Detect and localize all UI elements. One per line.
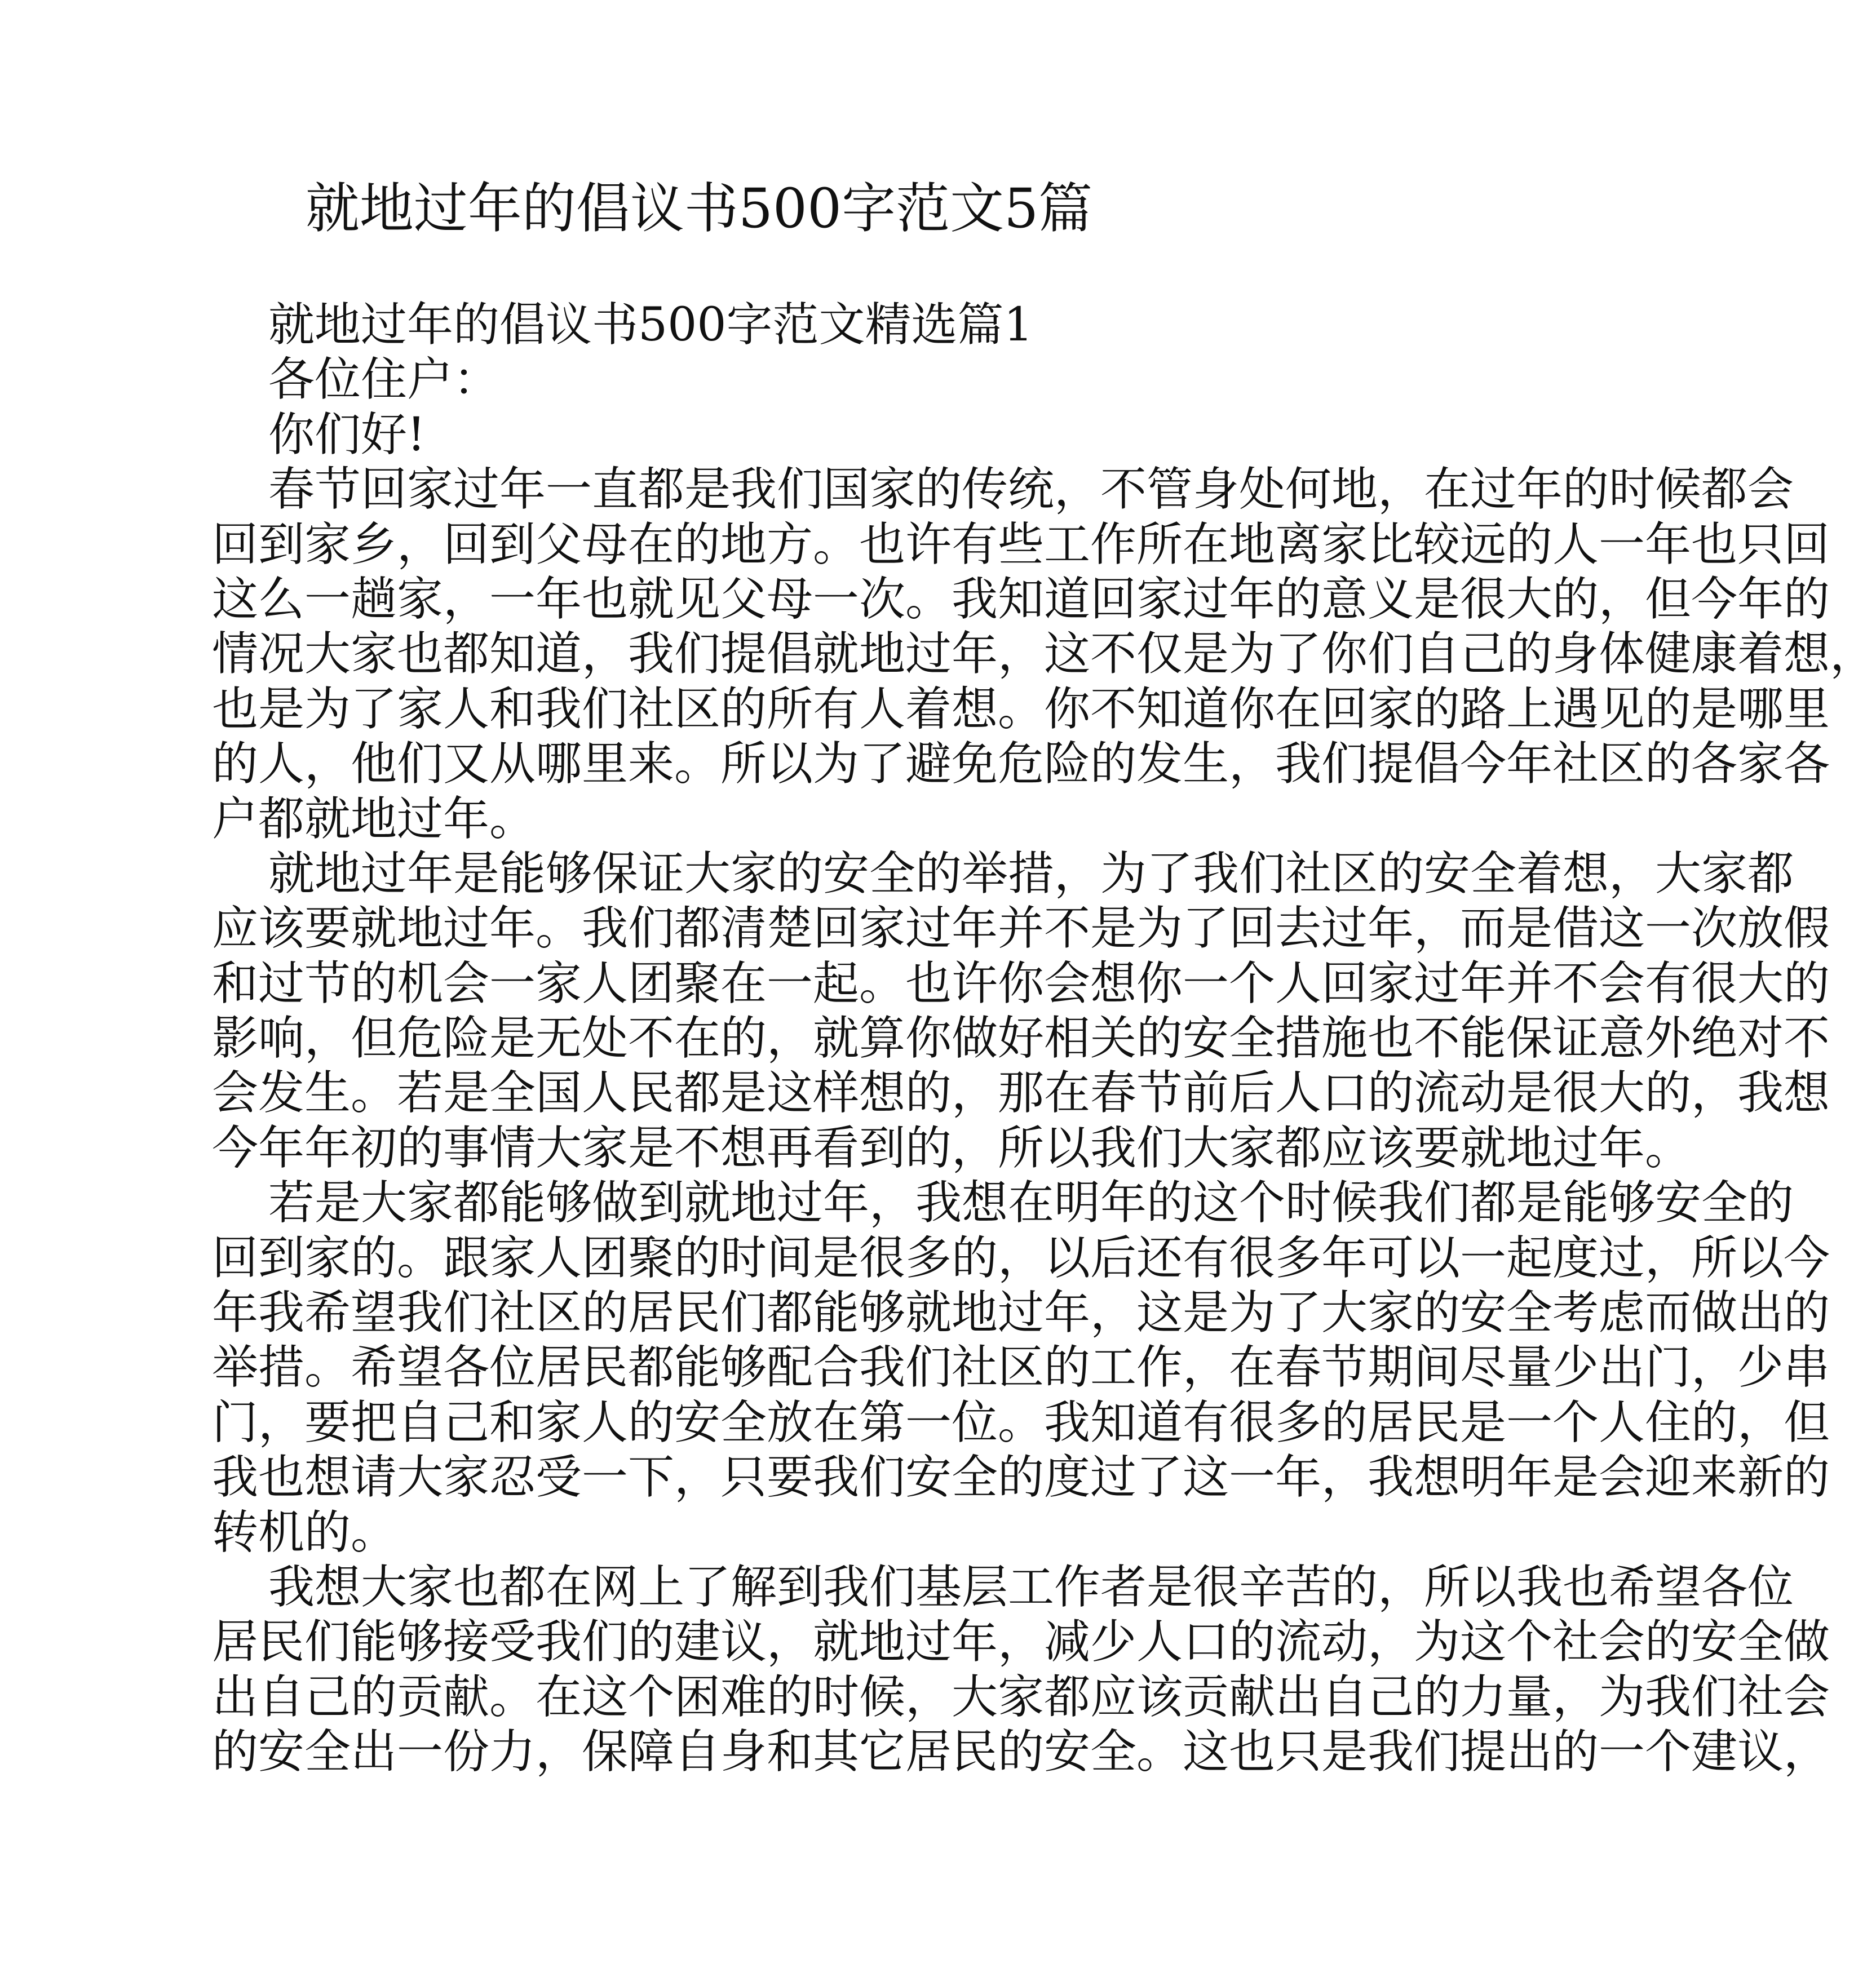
paragraph [212, 298, 1186, 352]
text-line: 就地过年的倡议书500字范文精选篇1 [268, 298, 1033, 352]
paragraph [212, 352, 1186, 407]
text-line: 就地过年是能够保证大家的安全的举措，为了我们社区的安全着想，大家都 [268, 846, 1794, 901]
document-title: 就地过年的倡议书500字范文5篇 [305, 177, 1093, 240]
text-line: 若是大家都能够做到就地过年，我想在明年的这个时候我们都是能够安全的 [268, 1176, 1794, 1230]
text-line: 户都就地过年。 [212, 792, 536, 846]
text-line: 居民们能够接受我们的建议，就地过年，减少人口的流动，为这个社会的安全做 [212, 1615, 1830, 1669]
text-line: 你们好! [268, 407, 426, 462]
text-line: 我也想请大家忍受一下，只要我们安全的度过了这一年，我想明年是会迎来新的 [212, 1451, 1830, 1505]
text-line: 今年年初的事情大家是不想再看到的，所以我们大家都应该要就地过年。 [212, 1121, 1692, 1175]
text-line: 应该要就地过年。我们都清楚回家过年并不是为了回去过年，而是借这一次放假 [212, 902, 1830, 956]
text-line: 的人，他们又从哪里来。所以为了避免危险的发生，我们提倡今年社区的各家各 [212, 737, 1830, 791]
paragraph [212, 407, 1186, 462]
paragraph [212, 846, 1830, 1176]
text-line: 我想大家也都在网上了解到我们基层工作者是很辛苦的，所以我也希望各位 [268, 1560, 1794, 1614]
text-line: 和过节的机会一家人团聚在一起。也许你会想你一个人回家过年并不会有很大的 [212, 956, 1830, 1010]
text-line: 出自己的贡献。在这个困难的时候，大家都应该贡献出自己的力量，为我们社会 [212, 1670, 1830, 1724]
text-line: 这么一趟家，一年也就见父母一次。我知道回家过年的意义是很大的，但今年的 [212, 572, 1830, 626]
text-line: 回到家乡，回到父母在的地方。也许有些工作所在地离家比较远的人一年也只回 [212, 517, 1830, 571]
paragraph [212, 1176, 1830, 1560]
text-line: 影响，但危险是无处不在的，就算你做好相关的安全措施也不能保证意外绝对不 [212, 1012, 1830, 1066]
text-line: 门，要把自己和家人的安全放在第一位。我知道有很多的居民是一个人住的，但 [212, 1395, 1830, 1449]
text-line: 举措。希望各位居民都能够配合我们社区的工作，在春节期间尽量少出门，少串 [212, 1341, 1830, 1395]
text-line: 年我希望我们社区的居民们都能够就地过年，这是为了大家的安全考虑而做出的 [212, 1286, 1830, 1340]
paragraph [212, 462, 1876, 846]
text-line: 转机的。 [212, 1505, 397, 1559]
text-line: 春节回家过年一直都是我们国家的传统，不管身处何地，在过年的时候都会 [268, 463, 1794, 517]
text-line: 会发生。若是全国人民都是这样想的，那在春节前后人口的流动是很大的，我想 [212, 1066, 1830, 1120]
document-body [212, 298, 1876, 1780]
text-line: 的安全出一份力，保障自身和其它居民的安全。这也只是我们提出的一个建议， [212, 1725, 1830, 1779]
text-line: 情况大家也都知道，我们提倡就地过年，这不仅是为了你们自己的身体健康着想， [212, 627, 1876, 681]
paragraph [212, 1560, 1830, 1780]
text-line: 回到家的。跟家人团聚的时间是很多的，以后还有很多年可以一起度过，所以今 [212, 1231, 1830, 1285]
text-line: 也是为了家人和我们社区的所有人着想。你不知道你在回家的路上遇见的是哪里 [212, 682, 1830, 736]
text-line: 各位住户： [268, 353, 500, 407]
